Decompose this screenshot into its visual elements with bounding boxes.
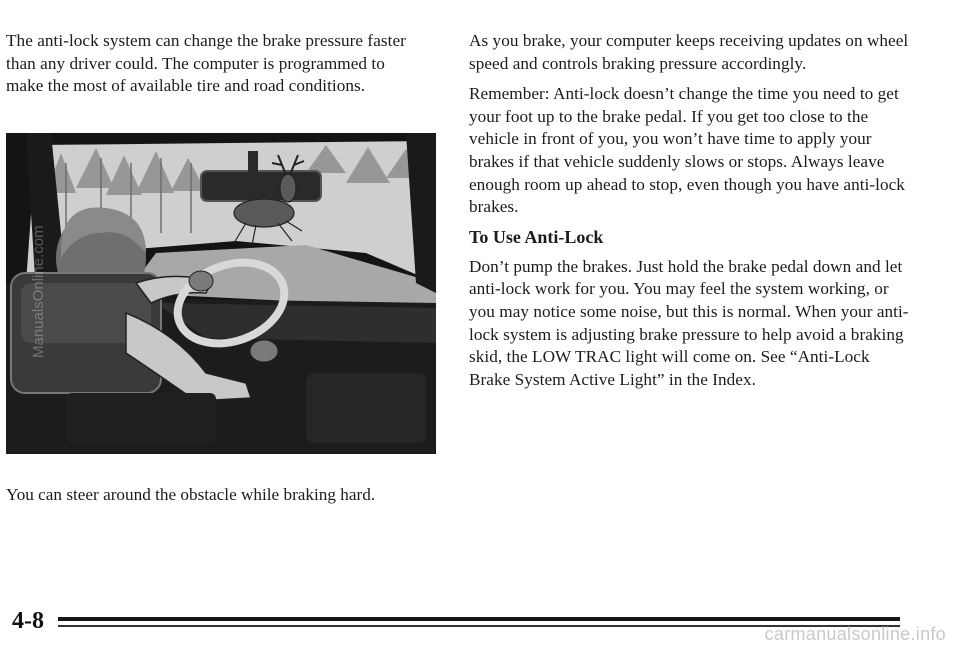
- left-column: [6, 30, 416, 98]
- intro-paragraph: The anti-lock system can change the brake pressure faster than any driver could. The computer is programmed to make the most of available tire and road conditions.: [6, 31, 406, 96]
- paragraph-remember: Remember: Anti-lock doesn’t change the time you need to get your foot up to the brake pedal. If you get too close to the vehicle in front of you, you won’t have time to apply your brakes if that vehicle suddenly slows or stops. Always leave enough room up ahead to stop, even though you have anti-lock brakes.: [469, 84, 905, 217]
- paragraph-brake-updates: As you brake, your computer keeps receiving updates on wheel speed and controls braking pressure accordingly.: [469, 31, 909, 73]
- section-heading: To Use Anti-Lock: [469, 226, 604, 247]
- page-number: 4-8: [12, 608, 44, 634]
- driver-braking-figure: [6, 133, 436, 454]
- right-column: [469, 30, 909, 399]
- site-watermark: carmanualsonline.info: [764, 624, 946, 644]
- footer-rule-thick: [58, 617, 900, 621]
- side-watermark: ManualsOnline.com: [30, 225, 47, 358]
- paragraph-dont-pump: Don’t pump the brakes. Just hold the brake pedal down and let anti-lock work for you. You may feel the system working, or you may notice some noise, but this is normal. When your anti-lock system is adjusting brake pressure to help avoid a braking skid, the LOW TRAC light will come on. See “Anti-Lock Brake System Active Light” in the Index.: [469, 256, 909, 389]
- driver-braking-deer-illustration-icon: [6, 133, 436, 454]
- figure-caption: You can steer around the obstacle while braking hard.: [6, 485, 376, 504]
